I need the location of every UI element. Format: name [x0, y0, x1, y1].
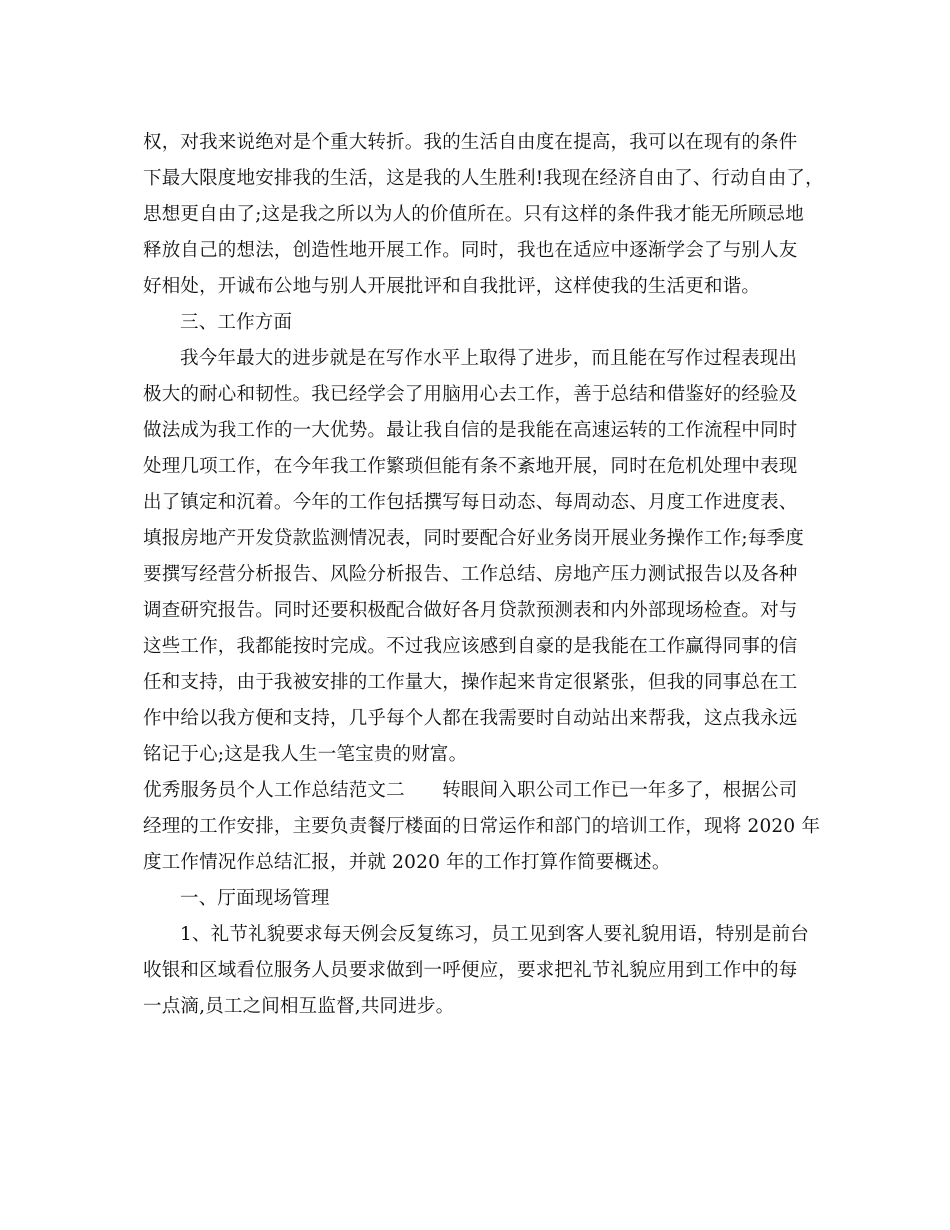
paragraph-line: 思想更自由了;这是我之所以为人的价值所在。只有这样的条件我才能无所顾忌地 [143, 204, 804, 225]
paragraph-line: 度工作情况作总结汇报，并就 2020 年的工作打算作简要概述。 [143, 852, 671, 873]
paragraph-line: 处理几项工作，在今年我工作繁琐但能有条不紊地开展，同时在危机处理中表现 [143, 456, 798, 477]
paragraph-line: 收银和区域看位服务人员要求做到一呼便应，要求把礼节礼貌应用到工作中的每 [143, 960, 798, 981]
paragraph-line: 1、礼节礼貌要求每天例会反复练习，员工见到客人要礼貌用语，特别是前台 [180, 924, 810, 945]
paragraph-line: 调查研究报告。同时还要积极配合做好各月贷款预测表和内外部现场检查。对与 [143, 600, 798, 621]
paragraph-line: 下最大限度地安排我的生活，这是我的人生胜利!我现在经济自由了、行动自由了， [143, 168, 824, 189]
paragraph-line: 做法成为我工作的一大优势。最让我自信的是我能在高速运转的工作流程中同时 [143, 420, 798, 441]
article-title-line: 优秀服务员个人工作总结范文二 转眼间入职公司工作已一年多了，根据公司 [143, 780, 798, 801]
paragraph-line: 好相处，开诚布公地与别人开展批评和自我批评，这样使我的生活更和谐。 [143, 276, 761, 297]
paragraph-line: 任和支持，由于我被安排的工作量大，操作起来肯定很紧张，但我的同事总在工 [143, 672, 798, 693]
paragraph-line: 我今年最大的进步就是在写作水平上取得了进步，而且能在写作过程表现出 [180, 348, 798, 369]
paragraph-line: 填报房地产开发贷款监测情况表，同时要配合好业务岗开展业务操作工作;每季度 [143, 528, 804, 549]
paragraph-line: 极大的耐心和韧性。我已经学会了用脑用心去工作，善于总结和借鉴好的经验及 [143, 384, 798, 405]
section-heading: 三、工作方面 [180, 312, 293, 333]
paragraph-line: 铭记于心;这是我人生一笔宝贵的财富。 [143, 744, 468, 765]
paragraph-line: 释放自己的想法，创造性地开展工作。同时，我也在适应中逐渐学会了与别人友 [143, 240, 798, 261]
paragraph-line: 这些工作，我都能按时完成。不过我应该感到自豪的是我能在工作赢得同事的信 [143, 636, 798, 657]
paragraph-line: 经理的工作安排，主要负责餐厅楼面的日常运作和部门的培训工作，现将 2020 年 [143, 816, 821, 837]
paragraph-line: 权，对我来说绝对是个重大转折。我的生活自由度在提高，我可以在现有的条件 [143, 132, 798, 153]
paragraph-line: 出了镇定和沉着。今年的工作包括撰写每日动态、每周动态、月度工作进度表、 [143, 492, 798, 513]
paragraph-line: 要撰写经营分析报告、风险分析报告、工作总结、房地产压力测试报告以及各种 [143, 564, 798, 585]
section-heading: 一、厅面现场管理 [180, 888, 330, 909]
paragraph-line: 作中给以我方便和支持，几乎每个人都在我需要时自动站出来帮我，这点我永远 [143, 708, 798, 729]
paragraph-line: 一点滴,员工之间相互监督,共同进步。 [143, 996, 455, 1017]
